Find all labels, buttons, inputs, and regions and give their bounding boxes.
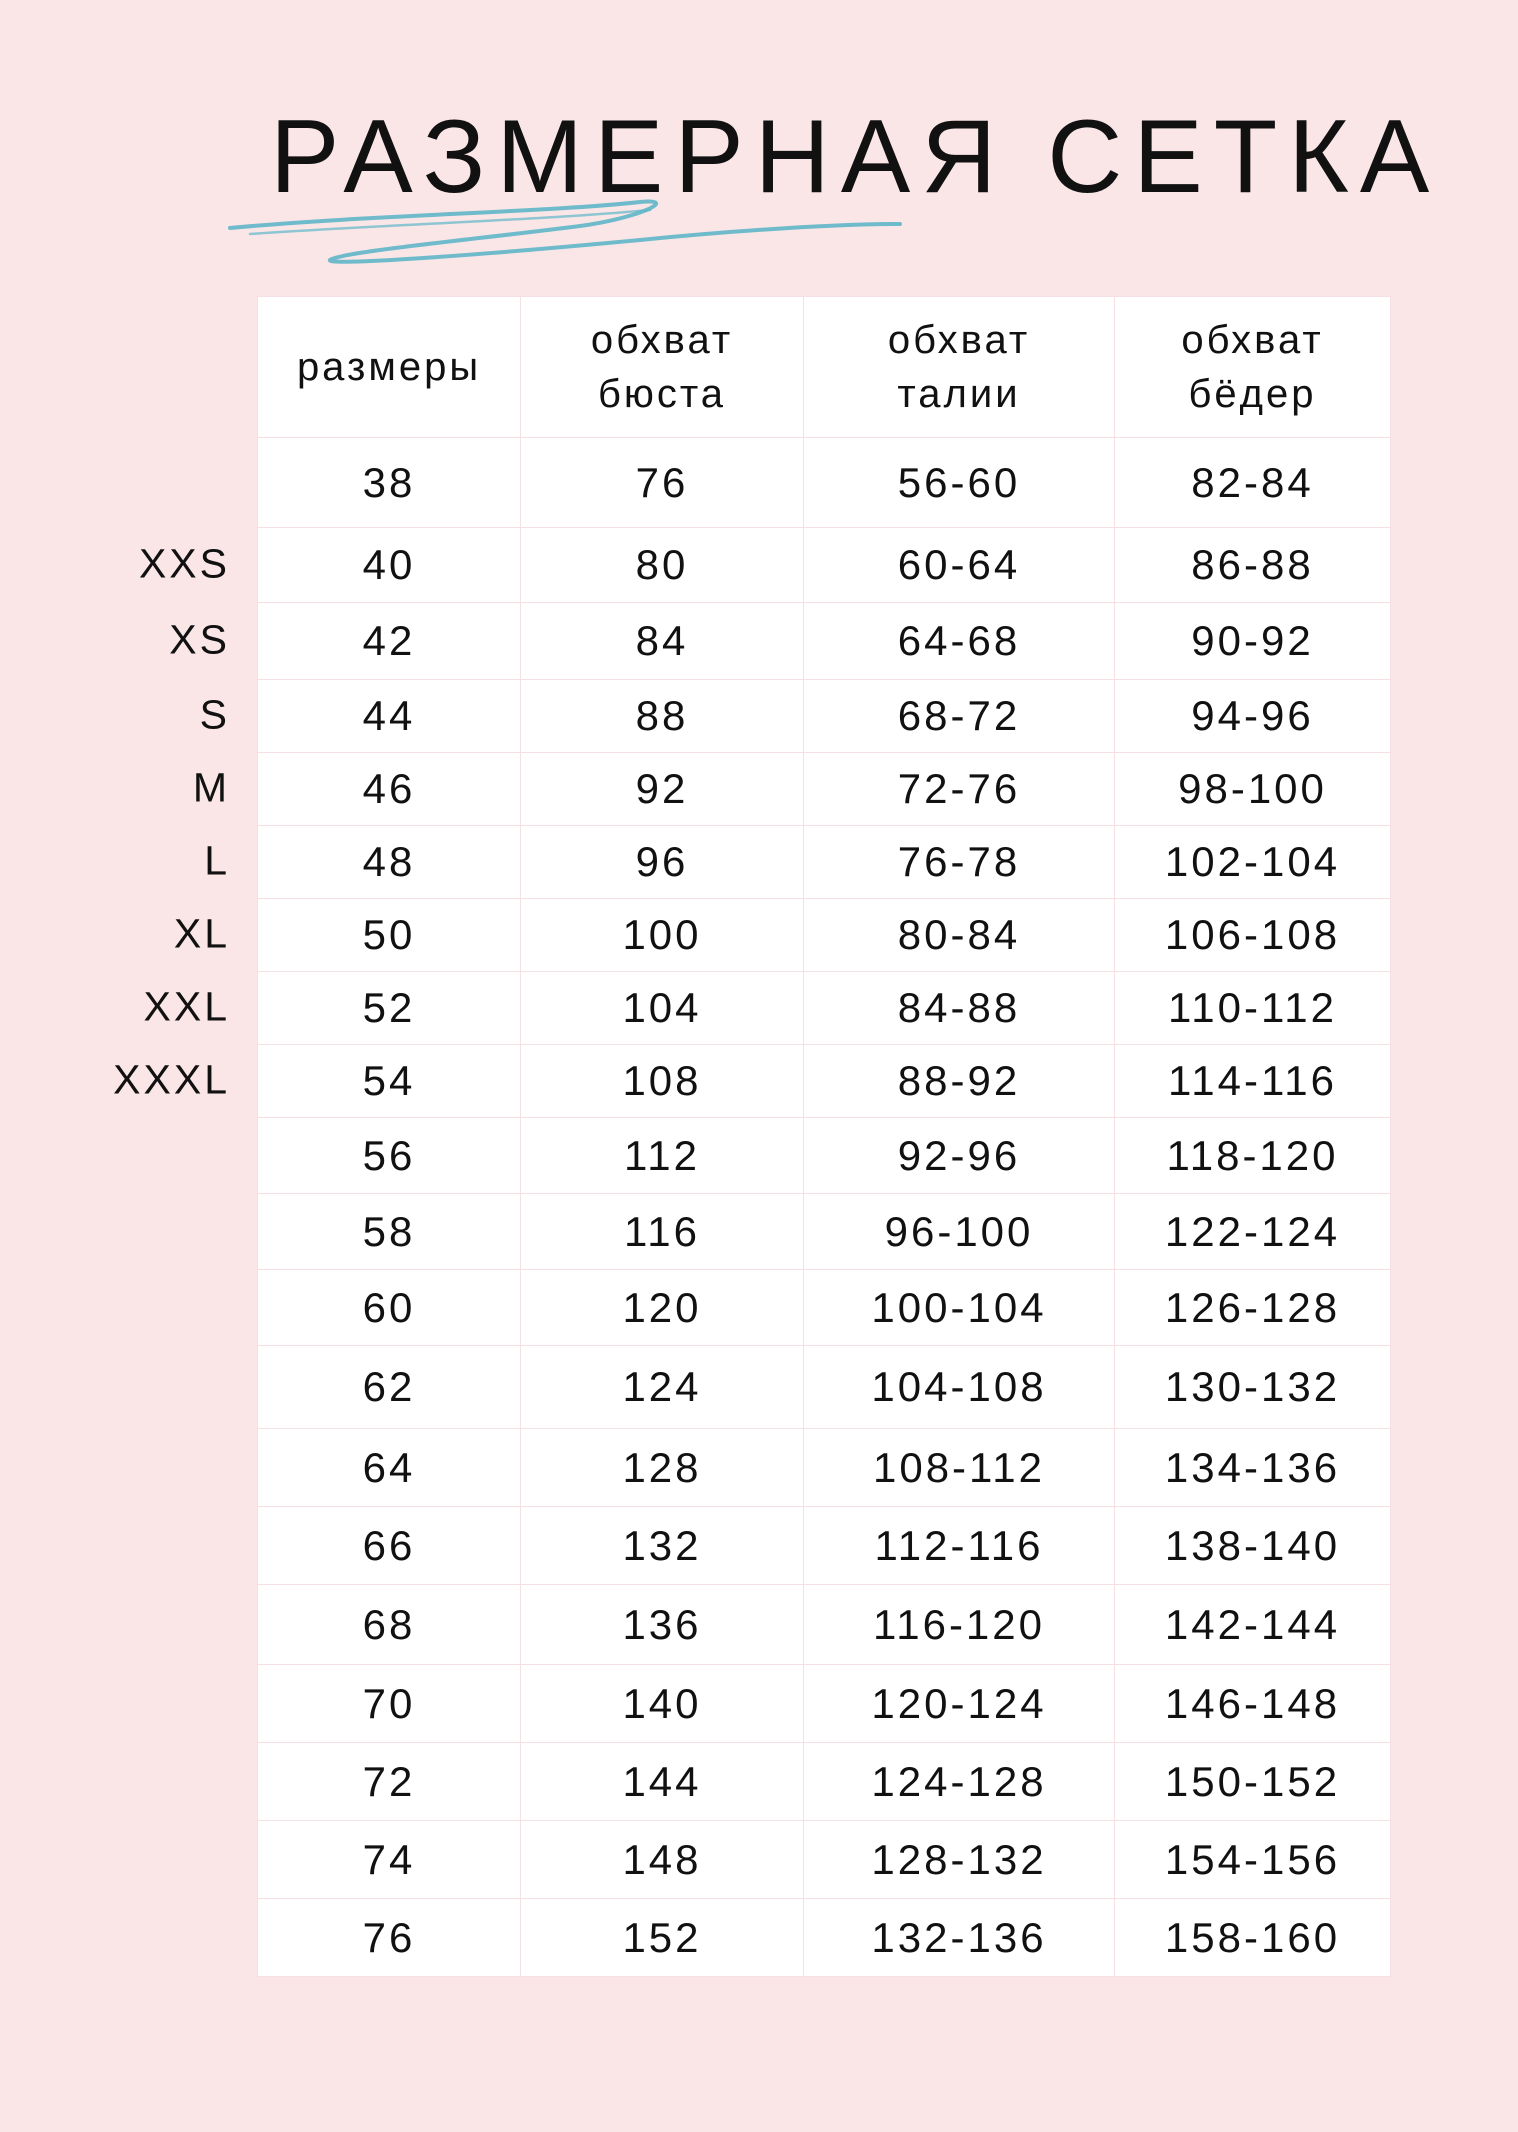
table-row — [258, 1118, 1391, 1194]
cell-waist: 76-78 — [804, 826, 1115, 899]
header-size: размеры — [258, 297, 521, 438]
table-row — [258, 1899, 1391, 1977]
table-row — [258, 1270, 1391, 1346]
cell-waist: 56-60 — [804, 438, 1115, 528]
cell-hips: 114-116 — [1115, 1045, 1391, 1118]
cell-size: 38 — [258, 438, 521, 528]
cell-bust: 104 — [521, 972, 804, 1045]
cell-hips: 150-152 — [1115, 1743, 1391, 1821]
table-row — [258, 1743, 1391, 1821]
cell-bust: 88 — [521, 680, 804, 753]
cell-hips: 82-84 — [1115, 438, 1391, 528]
cell-bust: 96 — [521, 826, 804, 899]
cell-hips: 90-92 — [1115, 603, 1391, 680]
cell-hips: 86-88 — [1115, 528, 1391, 603]
cell-waist: 108-112 — [804, 1429, 1115, 1507]
cell-waist: 80-84 — [804, 899, 1115, 972]
cell-hips: 98-100 — [1115, 753, 1391, 826]
cell-size: 58 — [258, 1194, 521, 1270]
cell-bust: 136 — [521, 1585, 804, 1665]
cell-bust: 128 — [521, 1429, 804, 1507]
table-row — [258, 1194, 1391, 1270]
cell-bust: 132 — [521, 1507, 804, 1585]
table-row — [258, 1346, 1391, 1429]
cell-hips: 158-160 — [1115, 1899, 1391, 1977]
table-row — [258, 899, 1391, 972]
cell-size: 62 — [258, 1346, 521, 1429]
cell-waist: 96-100 — [804, 1194, 1115, 1270]
cell-waist: 132-136 — [804, 1899, 1115, 1977]
cell-waist: 88-92 — [804, 1045, 1115, 1118]
cell-size: 68 — [258, 1585, 521, 1665]
cell-waist: 128-132 — [804, 1821, 1115, 1899]
cell-size: 76 — [258, 1899, 521, 1977]
cell-size: 64 — [258, 1429, 521, 1507]
cell-bust: 148 — [521, 1821, 804, 1899]
letter-size-label: S — [199, 691, 230, 737]
table-row — [258, 680, 1391, 753]
cell-hips: 94-96 — [1115, 680, 1391, 753]
table-header-row — [258, 297, 1391, 438]
cell-bust: 108 — [521, 1045, 804, 1118]
header-bust: обхват бюста — [521, 297, 804, 438]
cell-hips: 118-120 — [1115, 1118, 1391, 1194]
table-row — [258, 972, 1391, 1045]
cell-size: 60 — [258, 1270, 521, 1346]
cell-bust: 152 — [521, 1899, 804, 1977]
cell-size: 40 — [258, 528, 521, 603]
cell-size: 50 — [258, 899, 521, 972]
cell-hips: 122-124 — [1115, 1194, 1391, 1270]
cell-size: 72 — [258, 1743, 521, 1821]
table-row — [258, 826, 1391, 899]
cell-waist: 72-76 — [804, 753, 1115, 826]
header-hips: обхват бёдер — [1115, 297, 1391, 438]
cell-bust: 116 — [521, 1194, 804, 1270]
letter-size-label: XXXL — [113, 1056, 230, 1102]
header-waist: обхват талии — [804, 297, 1115, 438]
cell-bust: 112 — [521, 1118, 804, 1194]
letter-size-labels — [0, 0, 240, 2132]
letter-size-label: XXL — [143, 983, 230, 1029]
cell-bust: 84 — [521, 603, 804, 680]
cell-bust: 80 — [521, 528, 804, 603]
table-row — [258, 1821, 1391, 1899]
table-row — [258, 1665, 1391, 1743]
cell-hips: 130-132 — [1115, 1346, 1391, 1429]
cell-waist: 60-64 — [804, 528, 1115, 603]
cell-size: 48 — [258, 826, 521, 899]
cell-size: 66 — [258, 1507, 521, 1585]
cell-bust: 92 — [521, 753, 804, 826]
table-row — [258, 1429, 1391, 1507]
cell-waist: 64-68 — [804, 603, 1115, 680]
letter-size-label: L — [204, 837, 230, 883]
cell-size: 44 — [258, 680, 521, 753]
letter-size-label: XS — [169, 616, 230, 662]
table-row — [258, 438, 1391, 528]
cell-waist: 124-128 — [804, 1743, 1115, 1821]
cell-hips: 138-140 — [1115, 1507, 1391, 1585]
cell-hips: 154-156 — [1115, 1821, 1391, 1899]
cell-size: 70 — [258, 1665, 521, 1743]
cell-size: 54 — [258, 1045, 521, 1118]
cell-bust: 76 — [521, 438, 804, 528]
cell-waist: 84-88 — [804, 972, 1115, 1045]
cell-waist: 68-72 — [804, 680, 1115, 753]
table-row — [258, 1507, 1391, 1585]
cell-bust: 120 — [521, 1270, 804, 1346]
table-row — [258, 528, 1391, 603]
cell-waist: 104-108 — [804, 1346, 1115, 1429]
cell-size: 42 — [258, 603, 521, 680]
table-row — [258, 1585, 1391, 1665]
cell-hips: 102-104 — [1115, 826, 1391, 899]
cell-size: 52 — [258, 972, 521, 1045]
cell-hips: 110-112 — [1115, 972, 1391, 1045]
letter-size-label: XL — [173, 910, 230, 956]
cell-size: 46 — [258, 753, 521, 826]
cell-bust: 140 — [521, 1665, 804, 1743]
letter-size-label: XXS — [138, 540, 230, 586]
cell-size: 56 — [258, 1118, 521, 1194]
table-row — [258, 1045, 1391, 1118]
cell-hips: 126-128 — [1115, 1270, 1391, 1346]
cell-waist: 120-124 — [804, 1665, 1115, 1743]
decorative-swoosh — [220, 190, 920, 270]
page-title: РАЗМЕРНАЯ СЕТКА — [270, 99, 1441, 215]
size-chart-table — [257, 296, 1391, 1977]
cell-hips: 106-108 — [1115, 899, 1391, 972]
table-row — [258, 753, 1391, 826]
cell-waist: 100-104 — [804, 1270, 1115, 1346]
cell-waist: 92-96 — [804, 1118, 1115, 1194]
cell-hips: 134-136 — [1115, 1429, 1391, 1507]
cell-waist: 112-116 — [804, 1507, 1115, 1585]
cell-bust: 100 — [521, 899, 804, 972]
cell-waist: 116-120 — [804, 1585, 1115, 1665]
cell-hips: 142-144 — [1115, 1585, 1391, 1665]
cell-size: 74 — [258, 1821, 521, 1899]
cell-hips: 146-148 — [1115, 1665, 1391, 1743]
cell-bust: 124 — [521, 1346, 804, 1429]
cell-bust: 144 — [521, 1743, 804, 1821]
letter-size-label: M — [192, 764, 230, 810]
table-row — [258, 603, 1391, 680]
